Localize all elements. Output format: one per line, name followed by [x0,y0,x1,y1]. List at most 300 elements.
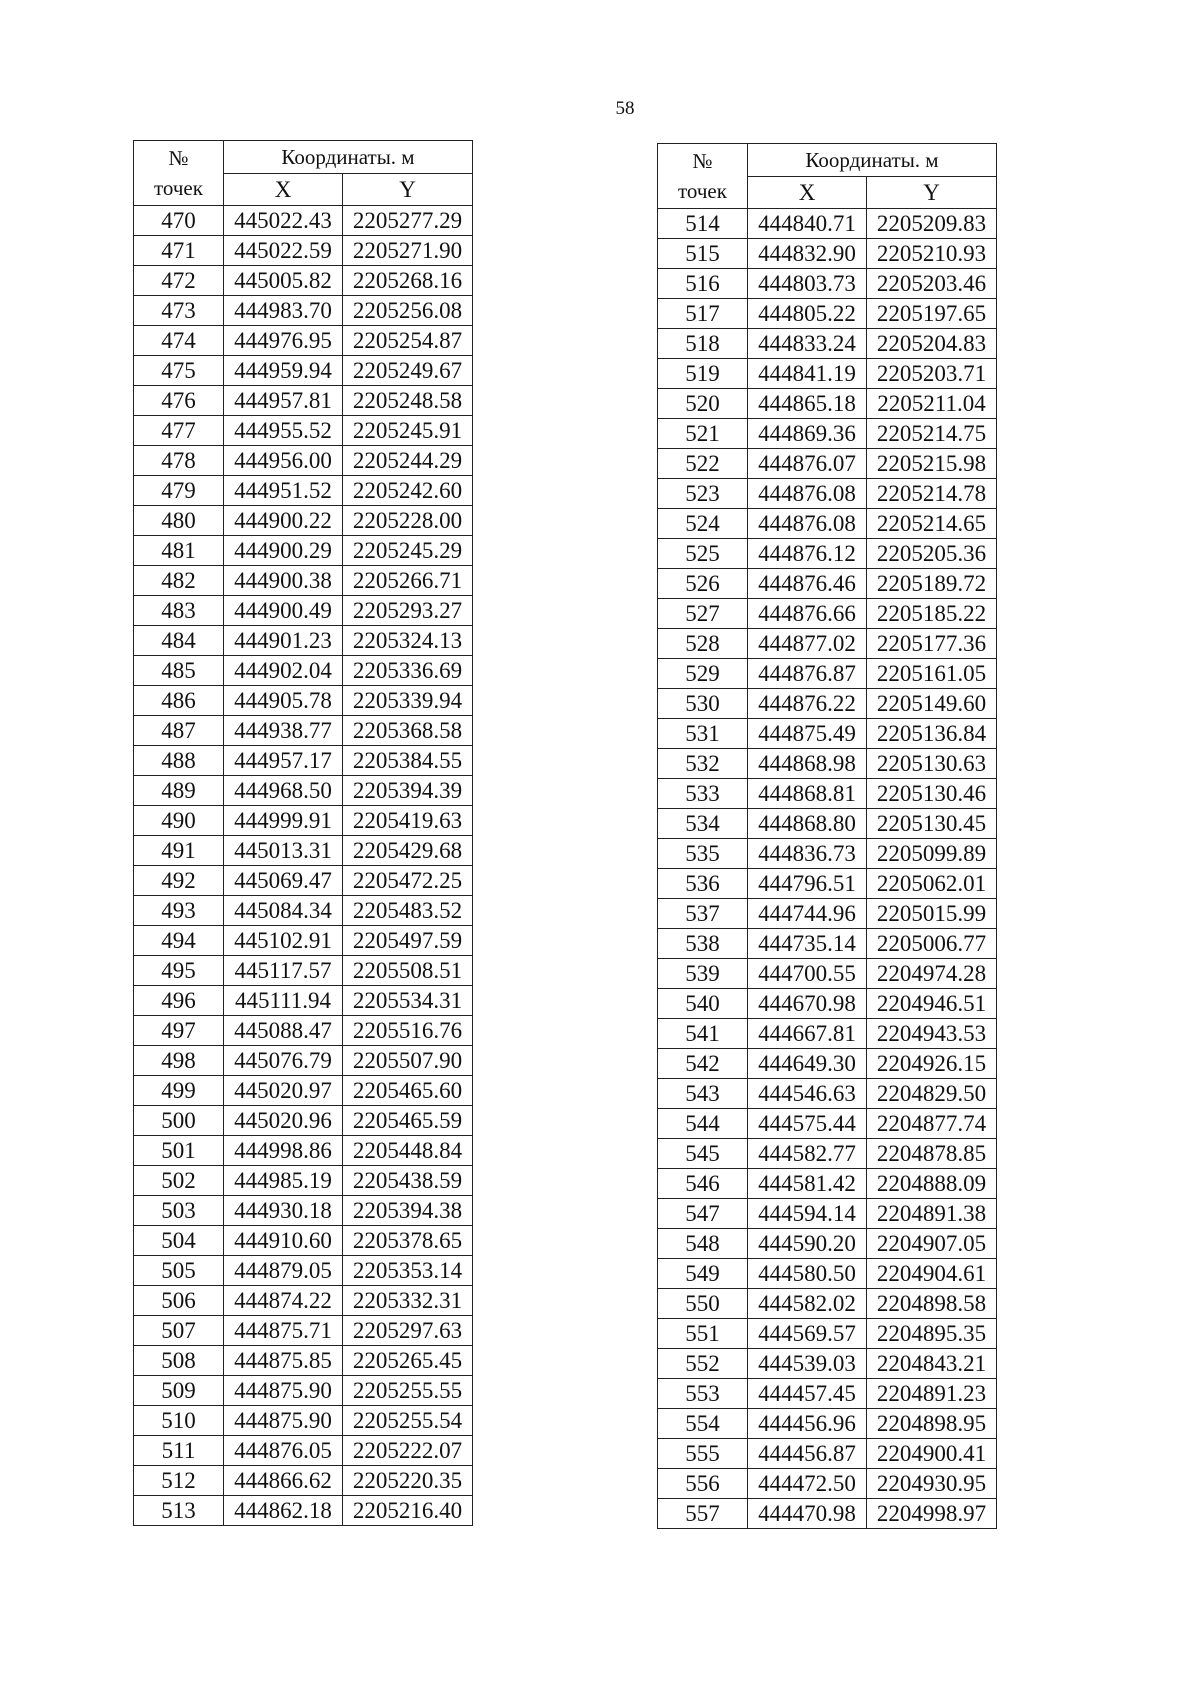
y-coordinate-cell: 2205438.59 [343,1166,473,1196]
point-number-header [134,141,224,206]
y-coordinate-cell: 2204895.35 [867,1319,997,1349]
y-coordinate-cell: 2205516.76 [343,1016,473,1046]
y-coordinate-cell: 2204943.53 [867,1019,997,1049]
y-coordinate-cell: 2205429.68 [343,836,473,866]
x-coordinate-cell: 445117.57 [224,956,343,986]
table-row [658,509,997,539]
table-row [658,689,997,719]
x-coordinate-cell: 444805.22 [748,299,867,329]
y-coordinate-cell: 2205497.59 [343,926,473,956]
y-coordinate-cell: 2205293.27 [343,596,473,626]
point-number-cell: 500 [134,1106,224,1136]
y-coordinate-cell: 2205062.01 [867,869,997,899]
point-number-cell: 515 [658,239,748,269]
point-number-cell: 531 [658,719,748,749]
point-number-cell: 542 [658,1049,748,1079]
y-coordinate-cell: 2204946.51 [867,989,997,1019]
point-number-cell: 485 [134,656,224,686]
y-coordinate-cell: 2205220.35 [343,1466,473,1496]
table-row [658,359,997,389]
x-coordinate-cell: 444866.62 [224,1466,343,1496]
y-coordinate-cell: 2205353.14 [343,1256,473,1286]
table-row [658,1199,997,1229]
table-row [134,266,473,296]
table-row [658,1349,997,1379]
table-row [134,776,473,806]
y-coordinate-cell: 2205256.08 [343,296,473,326]
x-coordinate-cell: 444470.98 [748,1499,867,1529]
x-coordinate-cell: 444875.90 [224,1376,343,1406]
y-coordinate-cell: 2204904.61 [867,1259,997,1289]
point-number-cell: 470 [134,206,224,236]
point-number-cell: 517 [658,299,748,329]
point-number-cell: 508 [134,1346,224,1376]
points-label: точек [678,179,727,203]
point-number-cell: 496 [134,986,224,1016]
y-coordinate-cell: 2205336.69 [343,656,473,686]
y-coordinate-cell: 2205197.65 [867,299,997,329]
point-number-cell: 527 [658,599,748,629]
point-number-cell: 534 [658,809,748,839]
y-coordinate-cell: 2204998.97 [867,1499,997,1529]
x-coordinate-cell: 444582.77 [748,1139,867,1169]
point-number-cell: 537 [658,899,748,929]
point-number-cell: 539 [658,959,748,989]
table-row [134,1136,473,1166]
point-number-cell: 551 [658,1319,748,1349]
x-coordinate-cell: 445102.91 [224,926,343,956]
point-number-cell: 498 [134,1046,224,1076]
y-coordinate-cell: 2205265.45 [343,1346,473,1376]
table-row [658,839,997,869]
y-coordinate-cell: 2205507.90 [343,1046,473,1076]
y-coordinate-cell: 2205394.39 [343,776,473,806]
page-number: 58 [615,98,635,119]
x-coordinate-cell: 444900.22 [224,506,343,536]
x-coordinate-cell: 444833.24 [748,329,867,359]
x-coordinate-cell: 445088.47 [224,1016,343,1046]
point-number-cell: 497 [134,1016,224,1046]
point-number-cell: 556 [658,1469,748,1499]
y-coordinate-cell: 2205268.16 [343,266,473,296]
x-coordinate-cell: 445013.31 [224,836,343,866]
x-coordinate-cell: 444876.46 [748,569,867,599]
point-number-cell: 488 [134,746,224,776]
point-number-cell: 472 [134,266,224,296]
table-row [658,569,997,599]
x-coordinate-cell: 444457.45 [748,1379,867,1409]
y-coordinate-cell: 2204926.15 [867,1049,997,1079]
x-coordinate-cell: 444938.77 [224,716,343,746]
table-row [658,269,997,299]
table-row [134,866,473,896]
y-coordinate-cell: 2205185.22 [867,599,997,629]
x-coordinate-cell: 445005.82 [224,266,343,296]
table-row [134,236,473,266]
point-number-cell: 522 [658,449,748,479]
point-number-cell: 513 [134,1496,224,1526]
x-coordinate-cell: 444875.71 [224,1316,343,1346]
table-row [658,599,997,629]
table-row [658,809,997,839]
y-coordinate-cell: 2205255.55 [343,1376,473,1406]
point-number-cell: 477 [134,416,224,446]
y-coordinate-cell: 2205508.51 [343,956,473,986]
x-coordinate-cell: 444868.81 [748,779,867,809]
x-header: X [224,174,343,206]
point-number-cell: 501 [134,1136,224,1166]
x-coordinate-cell: 444667.81 [748,1019,867,1049]
y-coordinate-cell: 2205339.94 [343,686,473,716]
table-row [134,206,473,236]
y-coordinate-cell: 2204907.05 [867,1229,997,1259]
y-coordinate-cell: 2204898.58 [867,1289,997,1319]
point-number-cell: 512 [134,1466,224,1496]
table-row [134,1166,473,1196]
x-coordinate-cell: 444901.23 [224,626,343,656]
x-coordinate-cell: 445076.79 [224,1046,343,1076]
y-coordinate-cell: 2205271.90 [343,236,473,266]
table-row [658,899,997,929]
x-coordinate-cell: 444900.38 [224,566,343,596]
x-coordinate-cell: 444862.18 [224,1496,343,1526]
table-row [134,386,473,416]
point-number-cell: 518 [658,329,748,359]
x-coordinate-cell: 444874.22 [224,1286,343,1316]
y-coordinate-cell: 2205245.29 [343,536,473,566]
x-coordinate-cell: 444876.66 [748,599,867,629]
y-coordinate-cell: 2205209.83 [867,209,997,239]
table-row [658,779,997,809]
table-row [658,719,997,749]
y-coordinate-cell: 2205483.52 [343,896,473,926]
table-row [658,1079,997,1109]
point-number-cell: 538 [658,929,748,959]
point-number-cell: 553 [658,1379,748,1409]
y-coordinate-cell: 2205245.91 [343,416,473,446]
y-coordinate-cell: 2205465.60 [343,1076,473,1106]
table-row [134,926,473,956]
x-coordinate-cell: 445020.97 [224,1076,343,1106]
x-coordinate-cell: 444700.55 [748,959,867,989]
y-coordinate-cell: 2205130.45 [867,809,997,839]
point-number-cell: 502 [134,1166,224,1196]
table-body [134,206,473,1526]
point-number-cell: 532 [658,749,748,779]
table-row [134,716,473,746]
y-coordinate-cell: 2204877.74 [867,1109,997,1139]
y-coordinate-cell: 2205161.05 [867,659,997,689]
point-number-cell: 506 [134,1286,224,1316]
y-coordinate-cell: 2204974.28 [867,959,997,989]
table-row [658,749,997,779]
point-number-cell: 499 [134,1076,224,1106]
table-row [658,419,997,449]
table-row [134,1466,473,1496]
point-number-cell: 520 [658,389,748,419]
y-coordinate-cell: 2205324.13 [343,626,473,656]
y-coordinate-cell: 2205203.71 [867,359,997,389]
table-row [658,299,997,329]
table-row [134,1046,473,1076]
point-number-cell: 503 [134,1196,224,1226]
y-coordinate-cell: 2205130.46 [867,779,997,809]
table-row [134,956,473,986]
table-row [658,629,997,659]
table-row [658,239,997,269]
x-coordinate-cell: 444905.78 [224,686,343,716]
x-coordinate-cell: 444900.29 [224,536,343,566]
table-row [134,656,473,686]
point-number-cell: 554 [658,1409,748,1439]
table-row [658,389,997,419]
x-coordinate-cell: 445022.43 [224,206,343,236]
point-number-cell: 530 [658,689,748,719]
point-number-cell: 548 [658,1229,748,1259]
x-coordinate-cell: 445020.96 [224,1106,343,1136]
table-row [658,329,997,359]
point-number-cell: 510 [134,1406,224,1436]
y-coordinate-cell: 2205378.65 [343,1226,473,1256]
table-row [134,1436,473,1466]
point-number-cell: 495 [134,956,224,986]
y-coordinate-cell: 2204878.85 [867,1139,997,1169]
x-coordinate-cell: 444877.02 [748,629,867,659]
y-coordinate-cell: 2205332.31 [343,1286,473,1316]
point-number-cell: 473 [134,296,224,326]
table-row [134,476,473,506]
table-row [134,806,473,836]
point-number-cell: 557 [658,1499,748,1529]
point-number-cell: 519 [658,359,748,389]
point-number-cell: 494 [134,926,224,956]
table-row [134,836,473,866]
y-coordinate-cell: 2205255.54 [343,1406,473,1436]
point-number-cell: 507 [134,1316,224,1346]
table-row [658,929,997,959]
table-row [134,1286,473,1316]
y-coordinate-cell: 2205242.60 [343,476,473,506]
table-row [134,296,473,326]
x-coordinate-cell: 444796.51 [748,869,867,899]
point-number-cell: 549 [658,1259,748,1289]
point-number-cell: 475 [134,356,224,386]
x-coordinate-cell: 444957.17 [224,746,343,776]
table-row [658,539,997,569]
point-number-cell: 505 [134,1256,224,1286]
y-coordinate-cell: 2205136.84 [867,719,997,749]
x-coordinate-cell: 444983.70 [224,296,343,326]
y-coordinate-cell: 2205297.63 [343,1316,473,1346]
x-coordinate-cell: 444840.71 [748,209,867,239]
y-coordinate-cell: 2205368.58 [343,716,473,746]
x-coordinate-cell: 444879.05 [224,1256,343,1286]
x-coordinate-cell: 444998.86 [224,1136,343,1166]
point-number-cell: 526 [658,569,748,599]
x-coordinate-cell: 444832.90 [748,239,867,269]
y-coordinate-cell: 2205189.72 [867,569,997,599]
y-coordinate-cell: 2205214.75 [867,419,997,449]
x-coordinate-cell: 445084.34 [224,896,343,926]
y-coordinate-cell: 2205211.04 [867,389,997,419]
x-coordinate-cell: 444968.50 [224,776,343,806]
x-coordinate-cell: 445111.94 [224,986,343,1016]
y-coordinate-cell: 2205249.67 [343,356,473,386]
point-number-cell: 529 [658,659,748,689]
x-coordinate-cell: 444876.12 [748,539,867,569]
table-row [658,1169,997,1199]
table-row [658,1499,997,1529]
point-number-cell: 533 [658,779,748,809]
x-coordinate-cell: 444957.81 [224,386,343,416]
table-row [134,446,473,476]
table-row [658,1469,997,1499]
table-row [134,1016,473,1046]
table-row [134,746,473,776]
y-coordinate-cell: 2205210.93 [867,239,997,269]
table-row [658,869,997,899]
x-coordinate-cell: 444910.60 [224,1226,343,1256]
number-sign-label: № [692,149,713,173]
x-coordinate-cell: 444985.19 [224,1166,343,1196]
table-row [134,1496,473,1526]
table-row [134,1076,473,1106]
y-coordinate-cell: 2204829.50 [867,1079,997,1109]
coordinates-header: Координаты. м [748,144,997,177]
point-number-cell: 479 [134,476,224,506]
point-number-cell: 544 [658,1109,748,1139]
point-number-cell: 492 [134,866,224,896]
point-number-cell: 474 [134,326,224,356]
table-row [658,1109,997,1139]
y-coordinate-cell: 2205203.46 [867,269,997,299]
points-label: точек [154,176,203,200]
y-coordinate-cell: 2205130.63 [867,749,997,779]
y-coordinate-cell: 2204900.41 [867,1439,997,1469]
point-number-cell: 476 [134,386,224,416]
point-number-cell: 541 [658,1019,748,1049]
point-number-cell: 555 [658,1439,748,1469]
x-coordinate-cell: 444649.30 [748,1049,867,1079]
y-coordinate-cell: 2205015.99 [867,899,997,929]
table-row [658,1409,997,1439]
x-coordinate-cell: 444868.98 [748,749,867,779]
x-coordinate-cell: 444575.44 [748,1109,867,1139]
point-number-header [658,144,748,209]
x-coordinate-cell: 444836.73 [748,839,867,869]
y-coordinate-cell: 2205394.38 [343,1196,473,1226]
table-row [134,536,473,566]
table-row [134,1376,473,1406]
point-number-cell: 516 [658,269,748,299]
table-row [134,566,473,596]
x-coordinate-cell: 444546.63 [748,1079,867,1109]
y-coordinate-cell: 2205472.25 [343,866,473,896]
point-number-cell: 545 [658,1139,748,1169]
x-coordinate-cell: 444902.04 [224,656,343,686]
table-row [134,896,473,926]
point-number-cell: 509 [134,1376,224,1406]
x-coordinate-cell: 444876.05 [224,1436,343,1466]
x-coordinate-cell: 444876.22 [748,689,867,719]
table-row [658,1319,997,1349]
table-row [134,416,473,446]
table-row [658,1139,997,1169]
x-coordinate-cell: 444865.18 [748,389,867,419]
y-coordinate-cell: 2205277.29 [343,206,473,236]
table-row [658,1259,997,1289]
point-number-cell: 487 [134,716,224,746]
x-coordinate-cell: 444803.73 [748,269,867,299]
table-row [134,1346,473,1376]
point-number-cell: 511 [134,1436,224,1466]
table-row [134,1256,473,1286]
x-coordinate-cell: 444875.90 [224,1406,343,1436]
x-coordinate-cell: 444875.85 [224,1346,343,1376]
x-coordinate-cell: 444744.96 [748,899,867,929]
coordinates-table-left [133,140,473,1526]
point-number-cell: 504 [134,1226,224,1256]
y-coordinate-cell: 2205228.00 [343,506,473,536]
x-coordinate-cell: 444841.19 [748,359,867,389]
y-coordinate-cell: 2205384.55 [343,746,473,776]
y-coordinate-cell: 2204930.95 [867,1469,997,1499]
y-coordinate-cell: 2205149.60 [867,689,997,719]
y-coordinate-cell: 2205254.87 [343,326,473,356]
x-coordinate-cell: 444539.03 [748,1349,867,1379]
point-number-cell: 483 [134,596,224,626]
point-number-cell: 486 [134,686,224,716]
x-coordinate-cell: 444956.00 [224,446,343,476]
point-number-cell: 546 [658,1169,748,1199]
y-coordinate-cell: 2205006.77 [867,929,997,959]
x-coordinate-cell: 444951.52 [224,476,343,506]
x-coordinate-cell: 444456.96 [748,1409,867,1439]
y-coordinate-cell: 2205214.78 [867,479,997,509]
point-number-cell: 524 [658,509,748,539]
y-coordinate-cell: 2205534.31 [343,986,473,1016]
table-row [658,959,997,989]
x-coordinate-cell: 444581.42 [748,1169,867,1199]
x-coordinate-cell: 444594.14 [748,1199,867,1229]
point-number-cell: 484 [134,626,224,656]
y-coordinate-cell: 2205222.07 [343,1436,473,1466]
x-coordinate-cell: 444472.50 [748,1469,867,1499]
table-row [658,1289,997,1319]
y-coordinate-cell: 2205244.29 [343,446,473,476]
y-coordinate-cell: 2205215.98 [867,449,997,479]
point-number-cell: 482 [134,566,224,596]
table-row [134,986,473,1016]
y-coordinate-cell: 2204891.38 [867,1199,997,1229]
table-row [658,479,997,509]
point-number-cell: 491 [134,836,224,866]
x-coordinate-cell: 444876.87 [748,659,867,689]
y-coordinate-cell: 2205465.59 [343,1106,473,1136]
y-coordinate-cell: 2204888.09 [867,1169,997,1199]
x-coordinate-cell: 444868.80 [748,809,867,839]
y-coordinate-cell: 2205419.63 [343,806,473,836]
y-coordinate-cell: 2205214.65 [867,509,997,539]
point-number-cell: 547 [658,1199,748,1229]
x-coordinate-cell: 444456.87 [748,1439,867,1469]
point-number-cell: 528 [658,629,748,659]
x-coordinate-cell: 444569.57 [748,1319,867,1349]
y-coordinate-cell: 2204898.95 [867,1409,997,1439]
number-sign-label: № [168,146,189,170]
point-number-cell: 550 [658,1289,748,1319]
point-number-cell: 523 [658,479,748,509]
